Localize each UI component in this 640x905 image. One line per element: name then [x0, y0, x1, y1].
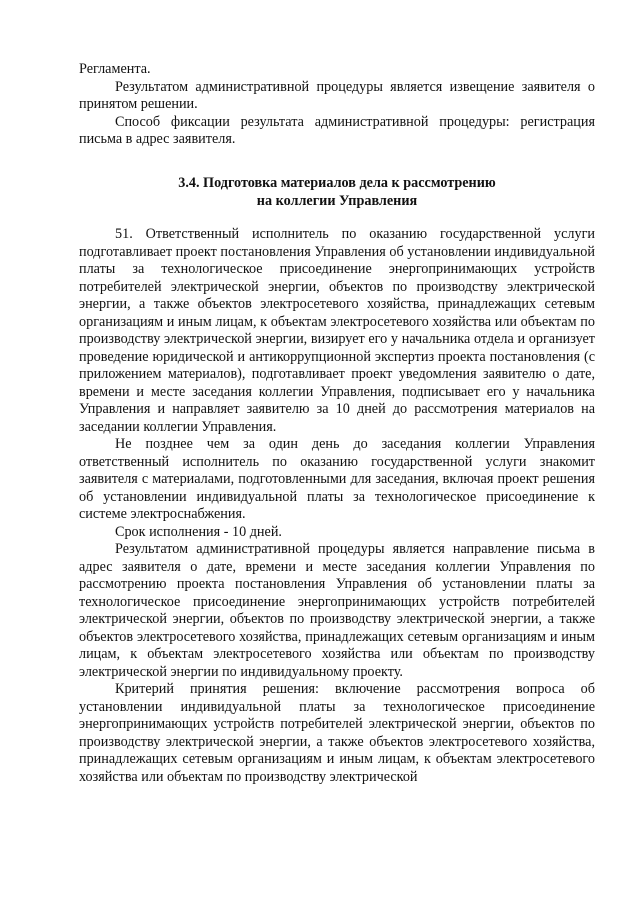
paragraph-result: Результатом административной процедуры является извещение заявителя о принятом решении. — [79, 78, 595, 112]
paragraph-deadline: Срок исполнения - 10 дней. — [115, 523, 282, 540]
text-block-top — [79, 61, 595, 149]
paragraph-decision-criterion: Критерий принятия решения: включение рассмотрения вопроса об установлении индивидуальной платы за технологическое присоединение энергопринимающих устройств потребителей электрической энергии, объектов по производству электрической энергии, а также объектов электросетевого хозяйства, принадлежащих сетевым организациям и иным лицам, к объектам электросетевого хозяйства или объектам по производству электрической — [79, 681, 595, 785]
section-heading-line-1: 3.4. Подготовка материалов дела к рассмотрению — [178, 175, 496, 191]
section-heading-line-2: на коллегии Управления — [256, 192, 418, 209]
section-heading — [79, 175, 595, 210]
paragraph-51: 51. Ответственный исполнитель по оказанию государственной услуги подготавливает проект постановления Управления об установлении индивидуальной платы за технологическое присоединение энергопринимающих устройств потребителей электрической энергии, объектов по производству электрической энергии, а также объектов электросетевого хозяйства, принадлежащих сетевым организациям и иным лицам, к объектам электросетевого хозяйства или объектам по производству электрической энергии, визирует его у начальника отдела и организует проведение юридической и антикоррупционной экспертиз проекта постановления (с приложением материалов), подготавливает проект уведомления заявителю о дате, времени и месте заседания коллегии Управления, подписывает его у начальника Управления и направляет заявителю за 10 дней до рассмотрения материалов на заседании коллегии Управления. — [79, 226, 595, 435]
paragraph-reglament-end: Регламента. — [79, 61, 151, 77]
paragraph-familiarization: Не позднее чем за один день до заседания коллегии Управления ответственный исполнитель по оказанию государственной услуги знакомит заявителя с материалами, подготовленными для заседания, включая проект решения об установлении индивидуальной платы за технологическое присоединение к системе электроснабжения. — [79, 436, 595, 522]
paragraph-fixation-method: Способ фиксации результата административной процедуры: регистрация письма в адрес заявителя. — [79, 113, 595, 147]
paragraph-procedure-result: Результатом административной процедуры является направление письма в адрес заявителя о дате, времени и месте заседания коллегии Управления по рассмотрению проекта постановления Управления об установлении платы за технологическое присоединение энергопринимающих устройств потребителей электрической энергии, объектов по производству электрической энергии, а также объектов электросетевого хозяйства, принадлежащих сетевым организациям и иным лицам, к объектам электросетевого хозяйства или объектам по производству электрической энергии по индивидуальному проекту. — [79, 541, 595, 680]
text-block-main — [79, 226, 595, 786]
